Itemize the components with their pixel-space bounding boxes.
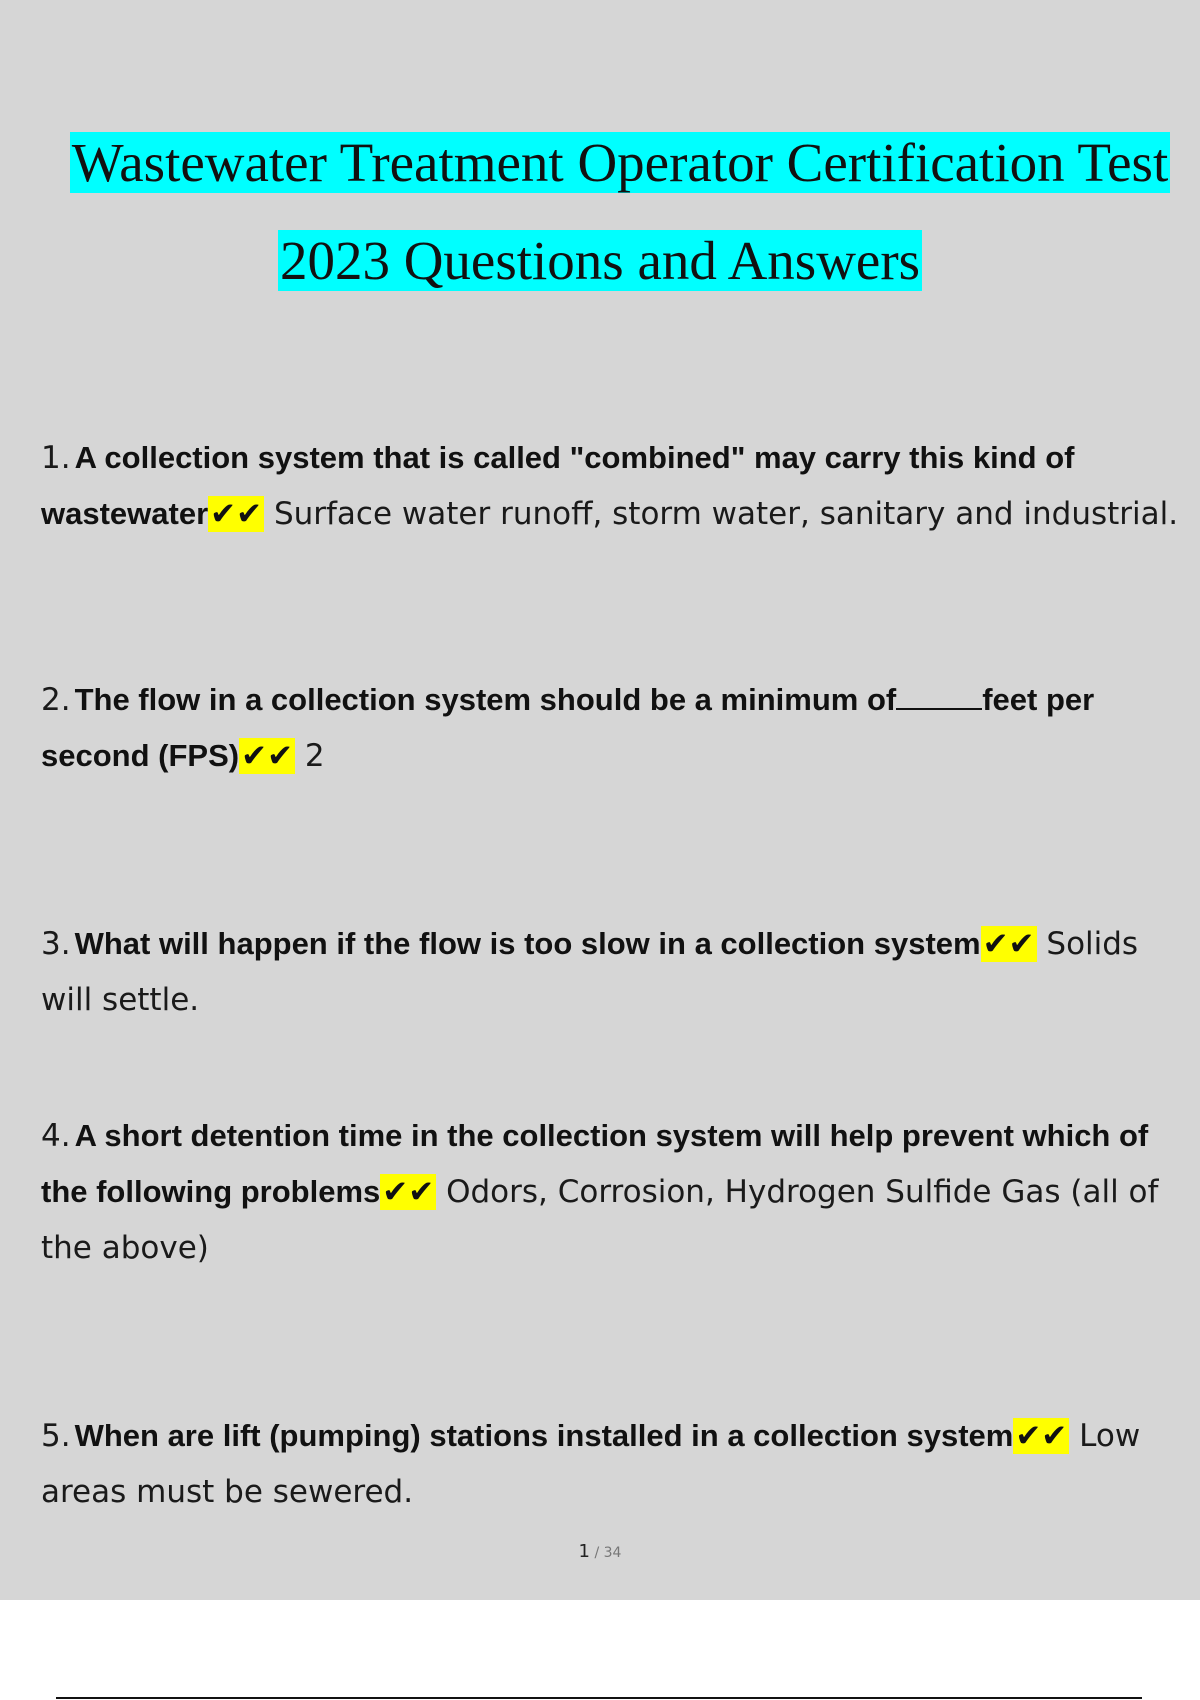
answer-text: Surface water runoff, storm water, sanitary and industrial. [264, 496, 1179, 532]
document-title-line-1 [20, 132, 1200, 194]
qa-item-4 [41, 1108, 1181, 1276]
qa-item-2 [41, 672, 1181, 784]
qa-item-1 [41, 430, 1181, 542]
qa-item-5 [41, 1408, 1181, 1520]
answer-text: 2 [295, 738, 325, 774]
page-current: 1 [578, 1541, 590, 1562]
check-icon: ✔✔ [210, 496, 263, 532]
title-highlight: Wastewater Treatment Operator Certification Test [71, 132, 1169, 193]
page-indicator [0, 1541, 1200, 1562]
question-number: 4. [41, 1118, 71, 1154]
question-number: 5. [41, 1418, 71, 1454]
document-title-line-2 [0, 230, 1200, 292]
question-text: A short detention time in the collection system will help prevent which of the following problems [41, 1118, 1149, 1209]
qa-item-3 [41, 916, 1181, 1028]
check-icon: ✔✔ [241, 738, 294, 774]
answer-text: Odors, Corrosion, Hydrogen Sulfide Gas (all of the above) [41, 1174, 1159, 1266]
check-icon: ✔✔ [982, 926, 1035, 962]
check-icon: ✔✔ [1015, 1418, 1068, 1454]
question-number: 2. [41, 682, 71, 718]
answer-text: Solids will settle. [41, 926, 1139, 1018]
question-text: When are lift (pumping) stations installed in a collection system [74, 1418, 1014, 1453]
title-highlight: 2023 Questions and Answers [279, 230, 921, 291]
check-icon: ✔✔ [382, 1174, 435, 1210]
question-text-continued: feet per second (FPS) [41, 682, 1095, 773]
question-text: The flow in a collection system should be a minimum of [74, 682, 897, 717]
question-text: A collection system that is called "combined" may carry this kind of wastewater [41, 440, 1075, 531]
fill-in-blank [896, 682, 982, 710]
answer-text: Low areas must be sewered. [41, 1418, 1141, 1510]
page-total: / 34 [590, 1545, 622, 1561]
question-number: 1. [41, 440, 71, 476]
question-number: 3. [41, 926, 71, 962]
question-text: What will happen if the flow is too slow in a collection system [74, 926, 981, 961]
footer-divider [56, 1697, 1142, 1699]
